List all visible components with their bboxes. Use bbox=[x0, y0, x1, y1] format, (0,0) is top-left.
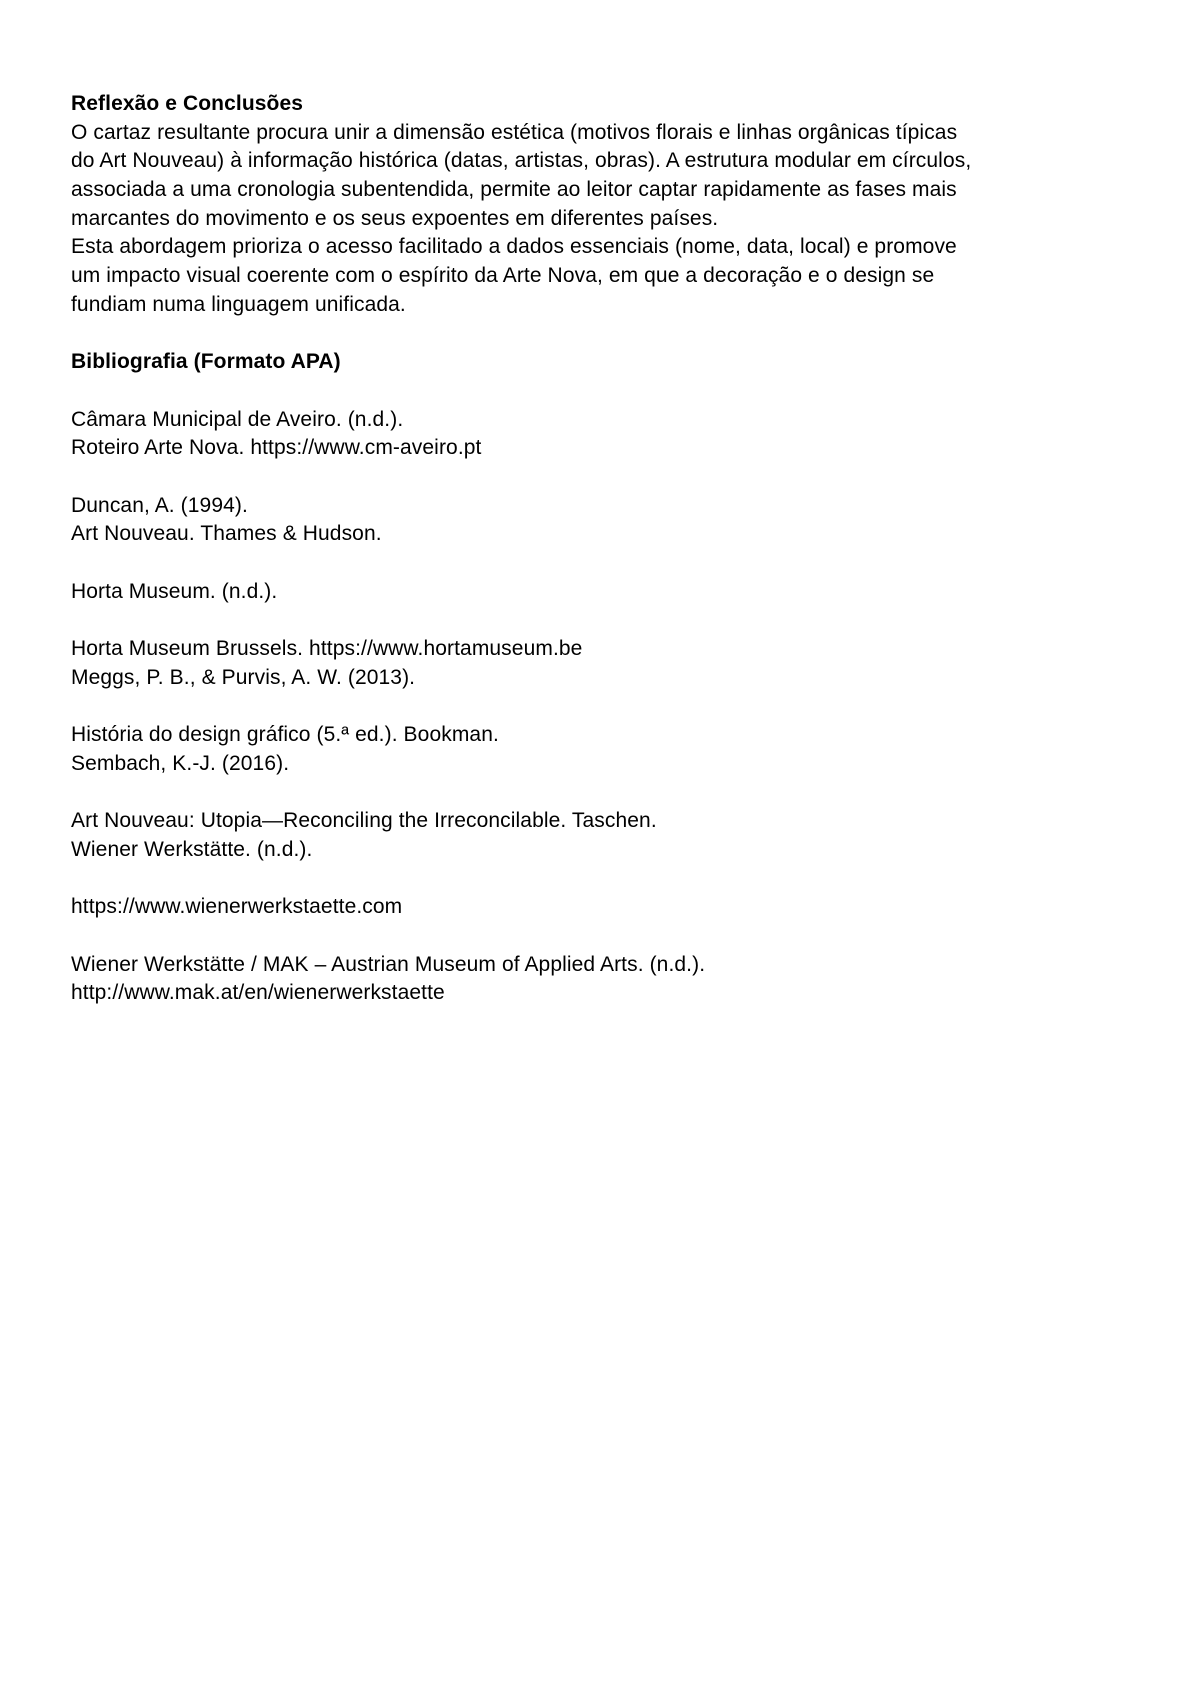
body-text-line: um impacto visual coerente com o espírito da Arte Nova, em que a decoração e o design se bbox=[71, 264, 935, 288]
body-text-line: Esta abordagem prioriza o acesso facilitado a dados essenciais (nome, data, local) e promove bbox=[71, 235, 957, 259]
bib-text: Câmara Municipal de Aveiro. (n.d.). bbox=[71, 407, 404, 431]
blank-line bbox=[71, 377, 1131, 406]
bib-line bbox=[71, 951, 1131, 980]
bibliography-entry bbox=[71, 492, 1131, 549]
bib-text: Wiener Werkstätte / MAK – Austrian Museum of Applied Arts. (n.d.). bbox=[71, 952, 706, 976]
bib-line bbox=[71, 750, 1131, 779]
bib-url-link[interactable]: https://www.hortamuseum.be bbox=[309, 637, 583, 661]
bib-text: Art Nouveau. Thames & Hudson. bbox=[71, 522, 382, 546]
bib-line bbox=[71, 406, 1131, 435]
bibliography-entry bbox=[71, 406, 1131, 463]
bib-line bbox=[71, 492, 1131, 521]
bib-line bbox=[71, 664, 1131, 693]
blank-line bbox=[71, 463, 1131, 492]
blank-line bbox=[71, 922, 1131, 951]
bib-line bbox=[71, 578, 1131, 607]
bib-text: Sembach, K.-J. (2016). bbox=[71, 751, 290, 775]
bib-url-link[interactable]: https://www.cm-aveiro.pt bbox=[250, 436, 482, 460]
bib-line bbox=[71, 635, 1131, 664]
bibliography-entry bbox=[71, 721, 1131, 778]
body-text-line: fundiam numa linguagem unificada. bbox=[71, 292, 406, 316]
section-heading-reflexao: Reflexão e Conclusões bbox=[71, 92, 304, 115]
blank-line bbox=[71, 549, 1131, 578]
bib-line bbox=[71, 807, 1131, 836]
page-content bbox=[71, 90, 1131, 1008]
body-text-line: do Art Nouveau) à informação histórica (datas, artistas, obras). A estrutura modular em círculos, bbox=[71, 149, 972, 173]
bib-line bbox=[71, 721, 1131, 750]
bib-text: História do design gráfico (5.ª ed.). Bookman. bbox=[71, 723, 499, 747]
body-text-line: marcantes do movimento e os seus expoentes em diferentes países. bbox=[71, 206, 719, 230]
bib-text: Duncan, A. (1994). bbox=[71, 493, 248, 517]
blank-line bbox=[71, 779, 1131, 808]
section-heading-bibliografia: Bibliografia (Formato APA) bbox=[71, 350, 341, 374]
blank-line bbox=[71, 692, 1131, 721]
bib-line bbox=[71, 979, 1131, 1008]
bibliography-entry bbox=[71, 578, 1131, 607]
bib-text: Roteiro Arte Nova. bbox=[71, 436, 251, 460]
body-text-line: associada a uma cronologia subentendida, permite ao leitor captar rapidamente as fases mais bbox=[71, 178, 957, 202]
bib-text: Meggs, P. B., & Purvis, A. W. (2013). bbox=[71, 665, 416, 689]
bib-text: Horta Museum Brussels. bbox=[71, 637, 310, 661]
bib-line bbox=[71, 836, 1131, 865]
bibliography-entry bbox=[71, 807, 1131, 864]
blank-line bbox=[71, 865, 1131, 894]
bibliography-entry bbox=[71, 635, 1131, 692]
bib-text: Wiener Werkstätte. (n.d.). bbox=[71, 837, 313, 861]
bib-url-link[interactable]: https://www.wienerwerkstaette.com bbox=[71, 895, 403, 919]
bib-text: Art Nouveau: Utopia—Reconciling the Irreconcilable. Taschen. bbox=[71, 809, 657, 833]
blank-line bbox=[71, 606, 1131, 635]
bibliography-entry bbox=[71, 893, 1131, 922]
bib-line bbox=[71, 520, 1131, 549]
body-text-line: O cartaz resultante procura unir a dimensão estética (motivos florais e linhas orgânicas típicas bbox=[71, 120, 958, 144]
bib-line bbox=[71, 434, 1131, 463]
bib-url-link[interactable]: http://www.mak.at/en/wienerwerkstaette bbox=[71, 981, 445, 1005]
blank-line bbox=[71, 320, 1131, 349]
bib-line bbox=[71, 893, 1131, 922]
bibliography-entry bbox=[71, 951, 1131, 1008]
bib-text: Horta Museum. (n.d.). bbox=[71, 579, 278, 603]
